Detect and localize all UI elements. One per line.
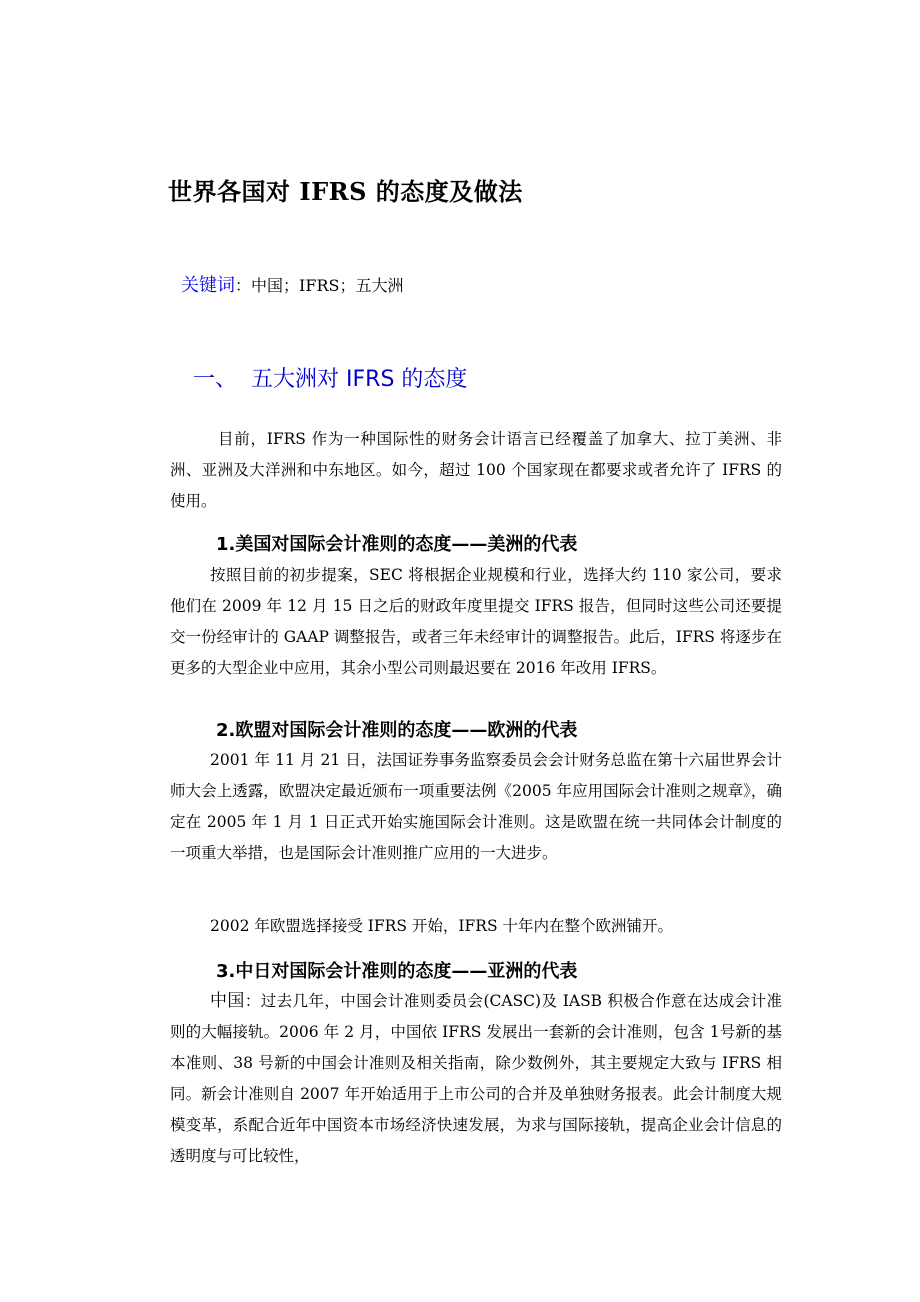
paragraph-asia-lead: 中国 bbox=[210, 991, 245, 1011]
paragraph-eu: 2001 年 11 月 21 日，法国证券事务监察委员会会计财务总监在第十六届世界会计师大会上透露，欧盟决定最近颁布一项重要法例《2005 年应用国际会计准则之规章》，确定在 2005 年 1 月 1 日正式开始实施国际会计准则。这是欧盟在统一共同体会计制度的一项重大举措，也是国际会计准则推广应用的一大进步。 bbox=[170, 751, 782, 862]
intro-paragraph: 目前，IFRS 作为一种国际性的财务会计语言已经覆盖了加拿大、拉丁美洲、非洲、亚洲及大洋洲和中东地区。如今，超过 100 个国家现在都要求或者允许了 IFRS 的使用。 bbox=[170, 430, 782, 510]
paragraph-us: 按照目前的初步提案，SEC 将根据企业规模和行业，选择大约 110 家公司，要求他们在 2009 年 12 月 15 日之后的财政年度里提交 IFRS 报告，但同时这些公司还要提交一份经审计的 GAAP 调整报告，或者三年未经审计的调整报告。此后，IFRS 将逐步在更多的大型企业中应用，其余小型公司则最迟要在 2016 年改用 IFRS。 bbox=[170, 566, 782, 677]
keywords-line bbox=[181, 271, 403, 297]
section-title: 五大洲对 IFRS 的态度 bbox=[251, 367, 468, 392]
document-title: 世界各国对 IFRS 的态度及做法 bbox=[168, 177, 523, 206]
keywords-value: 中国；IFRS；五大洲 bbox=[251, 276, 404, 295]
keywords-label: 关键词 bbox=[181, 275, 235, 296]
keywords-separator: ： bbox=[235, 276, 252, 295]
section-heading bbox=[193, 362, 467, 393]
subsection-heading-us: 1.美国对国际会计准则的态度——美洲的代表 bbox=[216, 534, 578, 555]
paragraph-asia-body: ：过去几年，中国会计准则委员会(CASC)及 IASB 积极合作意在达成会计准则的大幅接轨。2006 年 2 月，中国依 IFRS 发展出一套新的会计准则，包含 1号新的基本准则、38 号新的中国会计准则及相关指南，除少数例外，其主要规定大致与 IFRS 相同。新会计准则自 2007 年开始适用于上市公司的合并及单独财务报表。此会计制度大规模变革，系配合近年中国资本市场经济快速发展，为求与国际接轨，提高企业会计信息的透明度与可比较性， bbox=[170, 992, 783, 1165]
subsection-heading-asia: 3.中日对国际会计准则的态度——亚洲的代表 bbox=[216, 961, 578, 982]
subsection-heading-eu: 2.欧盟对国际会计准则的态度——欧洲的代表 bbox=[216, 720, 578, 741]
paragraph-asia bbox=[170, 986, 782, 1172]
paragraph-eu-2: 2002 年欧盟选择接受 IFRS 开始，IFRS 十年内在整个欧洲铺开。 bbox=[210, 917, 673, 935]
section-number: 一、 bbox=[193, 367, 238, 392]
